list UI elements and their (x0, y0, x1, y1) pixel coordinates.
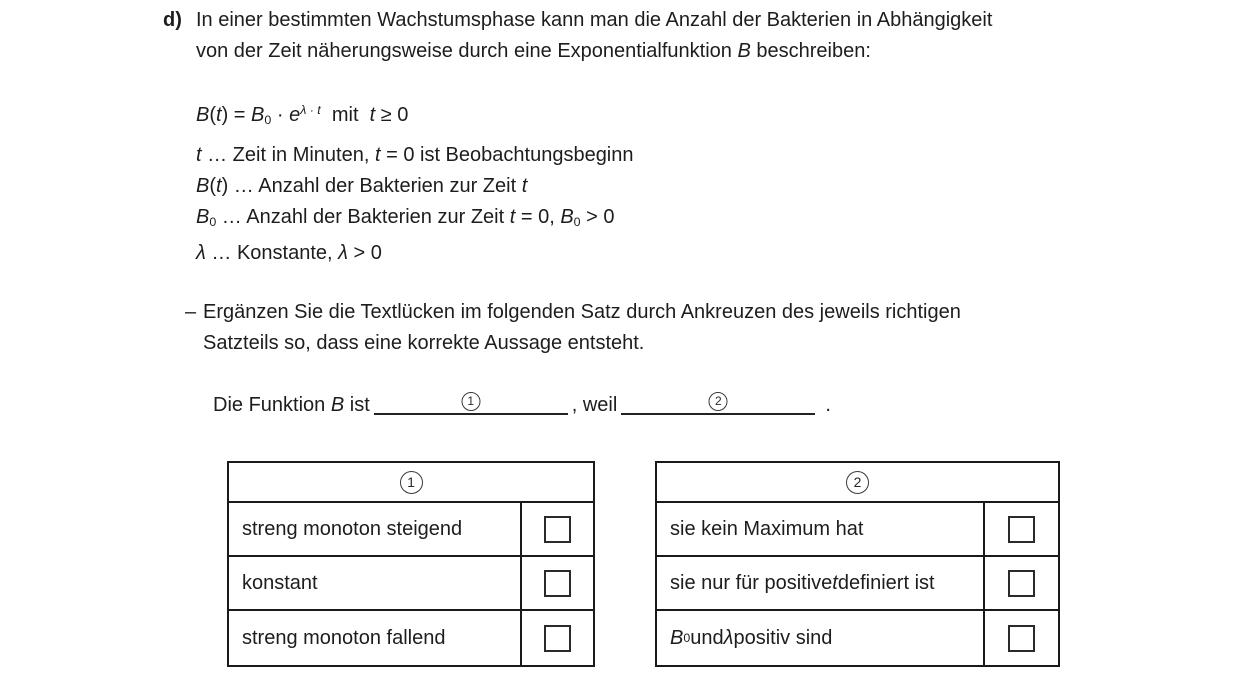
formula: $B(t) = B0 \cdot e^{\lambda \cdot t}$ mit t ≥ 0 (196, 103, 409, 127)
instruction-bullet (185, 297, 961, 359)
option-label: streng monoton steigend (229, 503, 522, 555)
intro-line-2: von der Zeit näherungsweise durch eine Exponentialfunktion B beschreiben: (196, 40, 871, 62)
sentence-mid: , weil (571, 394, 618, 416)
table-row (657, 557, 1058, 611)
checkbox-table2-option3[interactable] (1008, 625, 1035, 652)
checkbox-table1-option1[interactable] (544, 516, 571, 543)
checkbox-cell (522, 503, 593, 555)
definition-lambda: λ … Konstante, λ > 0 (196, 242, 382, 265)
task-label: d) (163, 9, 182, 31)
instruction-line-2: Satzteils so, dass eine korrekte Aussage entsteht. (203, 332, 645, 354)
checkbox-cell (522, 611, 593, 665)
circled-number-1: 1 (461, 392, 480, 411)
blank-1 (374, 393, 568, 415)
table-row (229, 557, 593, 611)
option-label: sie kein Maximum hat (657, 503, 985, 555)
option-label: konstant (229, 557, 522, 609)
cloze-sentence (213, 390, 831, 424)
checkbox-table2-option1[interactable] (1008, 516, 1035, 543)
circled-number-2-header-icon: 2 (846, 471, 869, 494)
circled-number-1-header-icon: 1 (400, 471, 423, 494)
table-1-header (229, 463, 593, 503)
table-row (229, 611, 593, 665)
circled-number-2: 2 (709, 392, 728, 411)
option-label: B 0 und λ positiv sind (657, 611, 985, 665)
option-label: sie nur für positive t definiert ist (657, 557, 985, 609)
intro-line-1: In einer bestimmten Wachstumsphase kann man die Anzahl der Bakterien in Abhängigkeit (196, 9, 993, 31)
table-row (657, 611, 1058, 665)
option-label: streng monoton fallend (229, 611, 522, 665)
instruction-line-1: Ergänzen Sie die Textlücken im folgenden Satz durch Ankreuzen des jeweils richtigen (203, 301, 961, 323)
definition-b-of-t: B(t) … Anzahl der Bakterien zur Zeit t (196, 175, 528, 197)
variable-definitions (196, 140, 634, 269)
blank-2 (621, 393, 815, 415)
checkbox-cell (985, 503, 1058, 555)
bullet-dash: – (185, 301, 197, 323)
table-row (657, 503, 1058, 557)
task-d (163, 5, 992, 67)
checkbox-table1-option2[interactable] (544, 570, 571, 597)
checkbox-cell (985, 611, 1058, 665)
sentence-pre: Die Funktion B ist (213, 394, 370, 416)
table-2-header (657, 463, 1058, 503)
option-table-2 (655, 461, 1060, 667)
definition-b0: B0 … Anzahl der Bakterien zur Zeit t = 0, B0 > 0 (196, 206, 615, 230)
option-table-1 (227, 461, 595, 667)
checkbox-table2-option2[interactable] (1008, 570, 1035, 597)
table-row (229, 503, 593, 557)
checkbox-cell (985, 557, 1058, 609)
checkbox-cell (522, 557, 593, 609)
checkbox-table1-option3[interactable] (544, 625, 571, 652)
definition-t: t … Zeit in Minuten, t = 0 ist Beobachtungsbeginn (196, 144, 634, 166)
sentence-end: . (825, 394, 831, 416)
